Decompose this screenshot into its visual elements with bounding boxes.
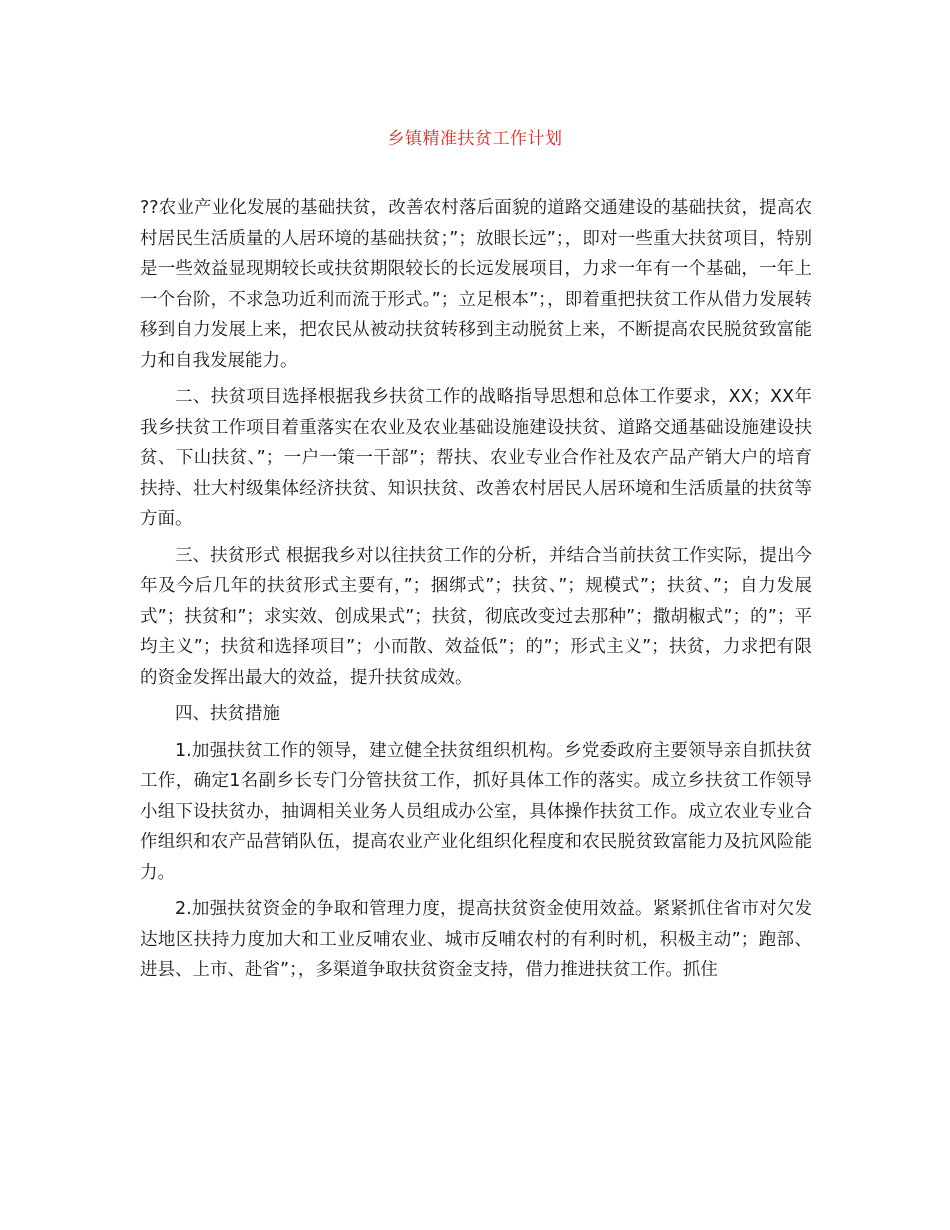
document-body bbox=[140, 193, 812, 992]
paragraph-measure-1: 1.加强扶贫工作的领导，建立健全扶贫组织机构。乡党委政府主要领导亲自抓扶贫工作，确定1名副乡长专门分管扶贫工作，抓好具体工作的落实。成立乡扶贫工作领导小组下设扶贫办，抽调相关业务人员组成办公室，具体操作扶贫工作。成立农业专业合作组织和农产品营销队伍，提高农业产业化组织化程度和农民脱贫致富能力及抗风险能力。 bbox=[140, 740, 812, 883]
document-title: 乡镇精准扶贫工作计划 bbox=[387, 129, 563, 149]
paragraph-measure-2: 2.加强扶贫资金的争取和管理力度，提高扶贫资金使用效益。紧紧抓住省市对欠发达地区扶持力度加大和工业反哺农业、城市反哺农村的有利时机，积极主动”；跑部、进县、上市、赴省”；，多渠道争取扶贫资金支持，借力推进扶贫工作。抓住 bbox=[140, 899, 812, 980]
paragraph-poverty-forms: 三、扶贫形式 根据我乡对以往扶贫工作的分析，并结合当前扶贫工作实际，提出今年及今后几年的扶贫形式主要有，”；捆绑式”；扶贫、”；规模式”；扶贫、”；自力发展式”；扶贫和”；求实效、创成果式”；扶贫，彻底改变过去那种”；撒胡椒式”；的”；平均主义”；扶贫和选择项目”；小而散、效益低”；的”；形式主义”；扶贫，力求把有限的资金发挥出最大的效益，提升扶贫成效。 bbox=[140, 545, 812, 688]
paragraph-intro: ??农业产业化发展的基础扶贫，改善农村落后面貌的道路交通建设的基础扶贫，提高农村居民生活质量的人居环境的基础扶贫；”；放眼长远”；，即对一些重大扶贫项目，特别是一些效益显现期较长或扶贫期限较长的长远发展项目，力求一年有一个基础，一年上一个台阶，不求急功近利而流于形式。”；立足根本”；，即着重把扶贫工作从借力发展转移到自力发展上来，把农民从被动扶贫转移到主动脱贫上来，不断提高农民脱贫致富能力和自我发展能力。 bbox=[140, 198, 812, 371]
paragraph-project-selection: 二、扶贫项目选择根据我乡扶贫工作的战略指导思想和总体工作要求，XX；XX年我乡扶贫工作项目着重落实在农业及农业基础设施建设扶贫、道路交通基础设施建设扶贫、下山扶贫、”；一户一策一干部”；帮扶、农业专业合作社及农产品产销大户的培育扶持、壮大村级集体经济扶贫、知识扶贫、改善农村居民人居环境和生活质量的扶贫等方面。 bbox=[140, 387, 812, 529]
section-heading-measures: 四、扶贫措施 bbox=[175, 704, 280, 724]
